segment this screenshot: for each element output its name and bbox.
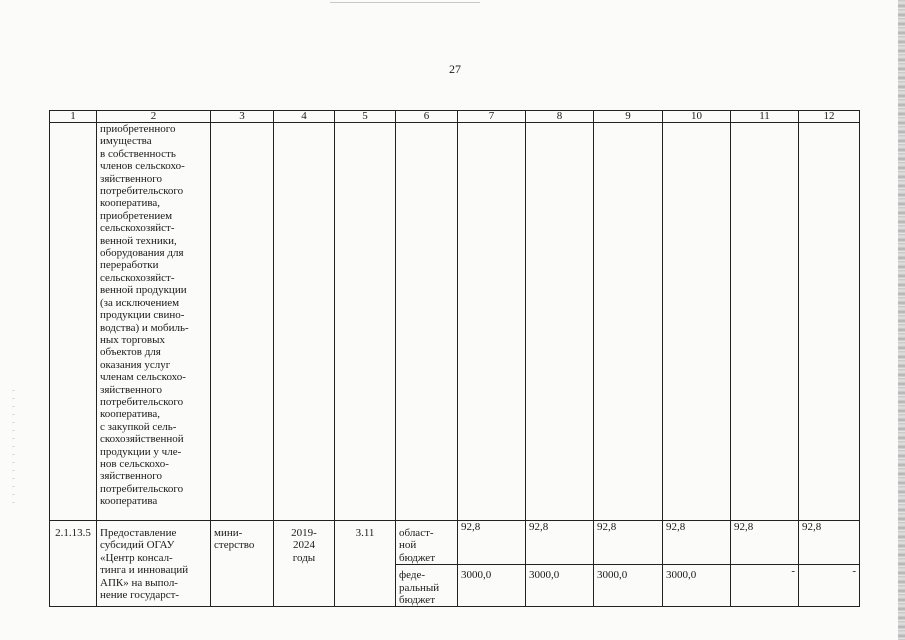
cell-number bbox=[50, 123, 97, 521]
header-cell: 3 bbox=[211, 111, 274, 123]
value-cell: 3000,0 bbox=[526, 565, 594, 607]
row-executor: мини- стерство bbox=[211, 521, 274, 607]
row-indicator: 3.11 bbox=[335, 521, 396, 607]
cell-empty bbox=[458, 123, 526, 521]
scan-artifact-top bbox=[330, 2, 480, 3]
value-cell: 92,8 bbox=[731, 521, 799, 565]
header-cell: 4 bbox=[274, 111, 335, 123]
source-label: феде- ральный бюджет bbox=[396, 565, 458, 607]
cell-empty bbox=[731, 123, 799, 521]
value-cell: - bbox=[731, 565, 799, 607]
header-cell: 8 bbox=[526, 111, 594, 123]
value-cell: 3000,0 bbox=[663, 565, 731, 607]
header-cell: 2 bbox=[97, 111, 211, 123]
continuation-row bbox=[50, 123, 860, 521]
value-cell: 92,8 bbox=[594, 521, 663, 565]
budget-table bbox=[49, 110, 860, 607]
cell-empty bbox=[396, 123, 458, 521]
value-cell: 92,8 bbox=[458, 521, 526, 565]
cell-empty bbox=[663, 123, 731, 521]
header-cell: 6 bbox=[396, 111, 458, 123]
header-row bbox=[50, 111, 860, 123]
scan-artifact-dots bbox=[12, 390, 15, 510]
header-cell: 11 bbox=[731, 111, 799, 123]
source-label: област- ной бюджет bbox=[396, 521, 458, 565]
header-cell: 7 bbox=[458, 111, 526, 123]
row-period: 2019- 2024 годы bbox=[274, 521, 335, 607]
value-cell: - bbox=[799, 565, 860, 607]
value-cell: 3000,0 bbox=[594, 565, 663, 607]
value-cell: 3000,0 bbox=[458, 565, 526, 607]
value-cell: 92,8 bbox=[526, 521, 594, 565]
cell-empty bbox=[335, 123, 396, 521]
cell-empty bbox=[799, 123, 860, 521]
data-row-regional bbox=[50, 521, 860, 565]
row-number: 2.1.13.5 bbox=[50, 521, 97, 607]
scan-artifact-edge bbox=[898, 0, 905, 640]
cell-empty bbox=[274, 123, 335, 521]
row-name: Предоставление субсидий ОГАУ «Центр консал- тинга и инноваций АПК» на выпол- нение государст- bbox=[97, 521, 211, 607]
header-cell: 9 bbox=[594, 111, 663, 123]
header-cell: 10 bbox=[663, 111, 731, 123]
cell-empty bbox=[211, 123, 274, 521]
header-cell: 12 bbox=[799, 111, 860, 123]
value-cell: 92,8 bbox=[799, 521, 860, 565]
cell-continued-description: приобретенного имущества в собственность членов сельскохо- зяйственного потребительского кооператива, приобретением сельскохозяйст- венной техники, оборудования для переработки сельскохозяйст- венной продукции (за исключением продукции свино- водства) и мобиль- ных торговых объектов для оказания услуг членам сельскохо- зяйственного потребительского кооператива, с закупкой сель- скохозяйственной продукции у чле- нов сельскохо- зяйственного потребительского кооператива bbox=[97, 123, 211, 521]
cell-empty bbox=[594, 123, 663, 521]
cell-empty bbox=[526, 123, 594, 521]
header-cell: 1 bbox=[50, 111, 97, 123]
value-cell: 92,8 bbox=[663, 521, 731, 565]
header-cell: 5 bbox=[335, 111, 396, 123]
page-number: 27 bbox=[449, 62, 461, 76]
